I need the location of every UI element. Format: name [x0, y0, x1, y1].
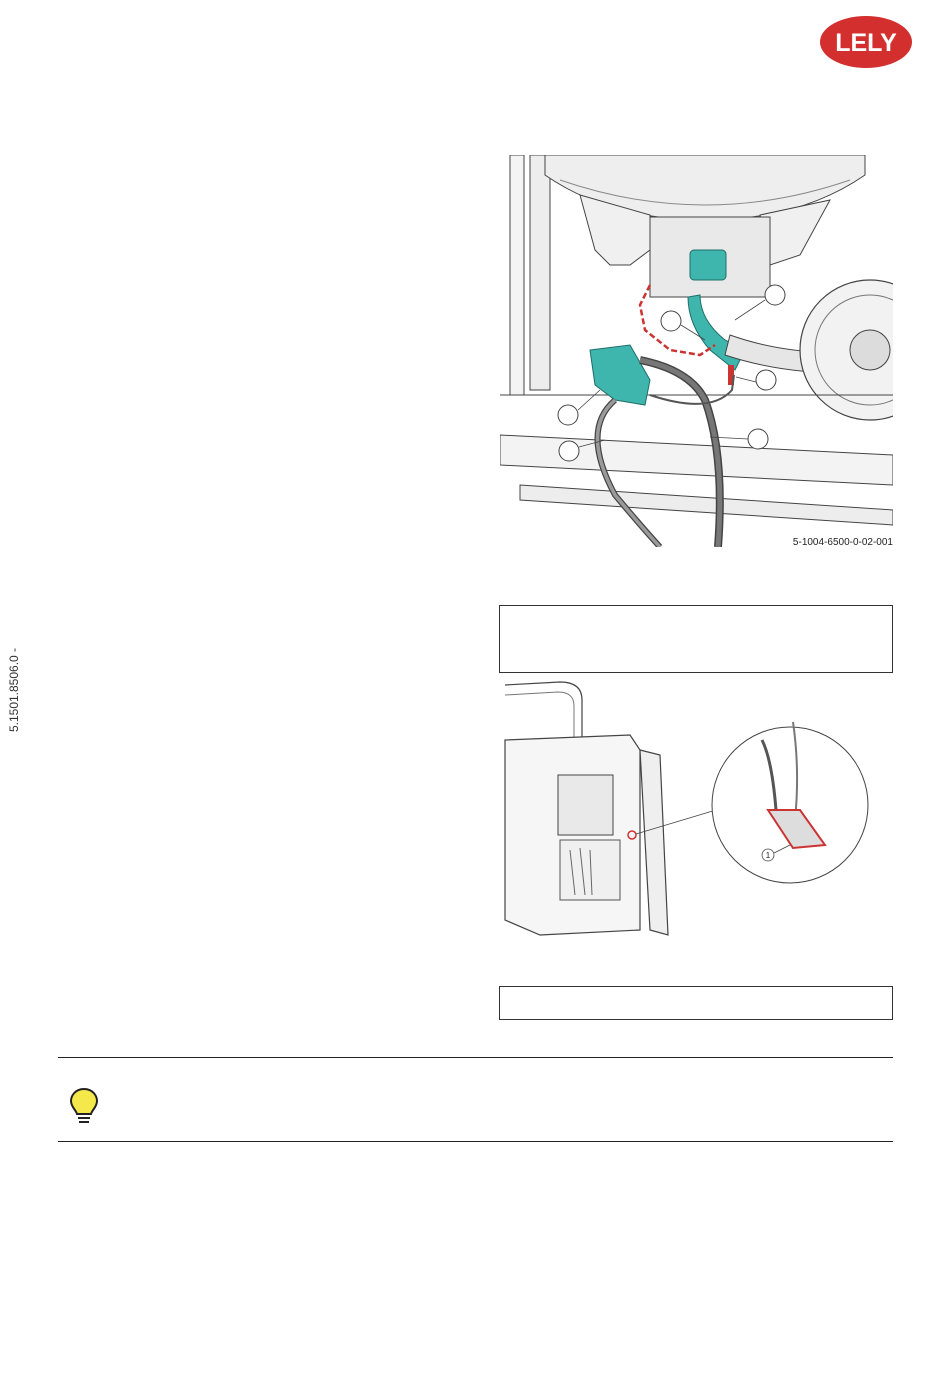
tip-bottom-rule [58, 1141, 893, 1142]
technical-figure-2 [500, 680, 893, 945]
document-code [4, 640, 24, 740]
tip-top-rule [58, 1057, 893, 1058]
caption-box-1 [499, 605, 893, 673]
figure-1-code: 5-1004-6500-0-02-001 [792, 537, 893, 548]
lely-logo [818, 14, 914, 70]
callout-1: 1 [765, 851, 771, 860]
lightbulb-icon [68, 1086, 100, 1126]
caption-box-2 [499, 986, 893, 1020]
technical-figure-1 [500, 155, 893, 547]
document-code-text: 5.1501.8506.0 - [7, 647, 21, 733]
logo-text: LELY [835, 29, 897, 57]
